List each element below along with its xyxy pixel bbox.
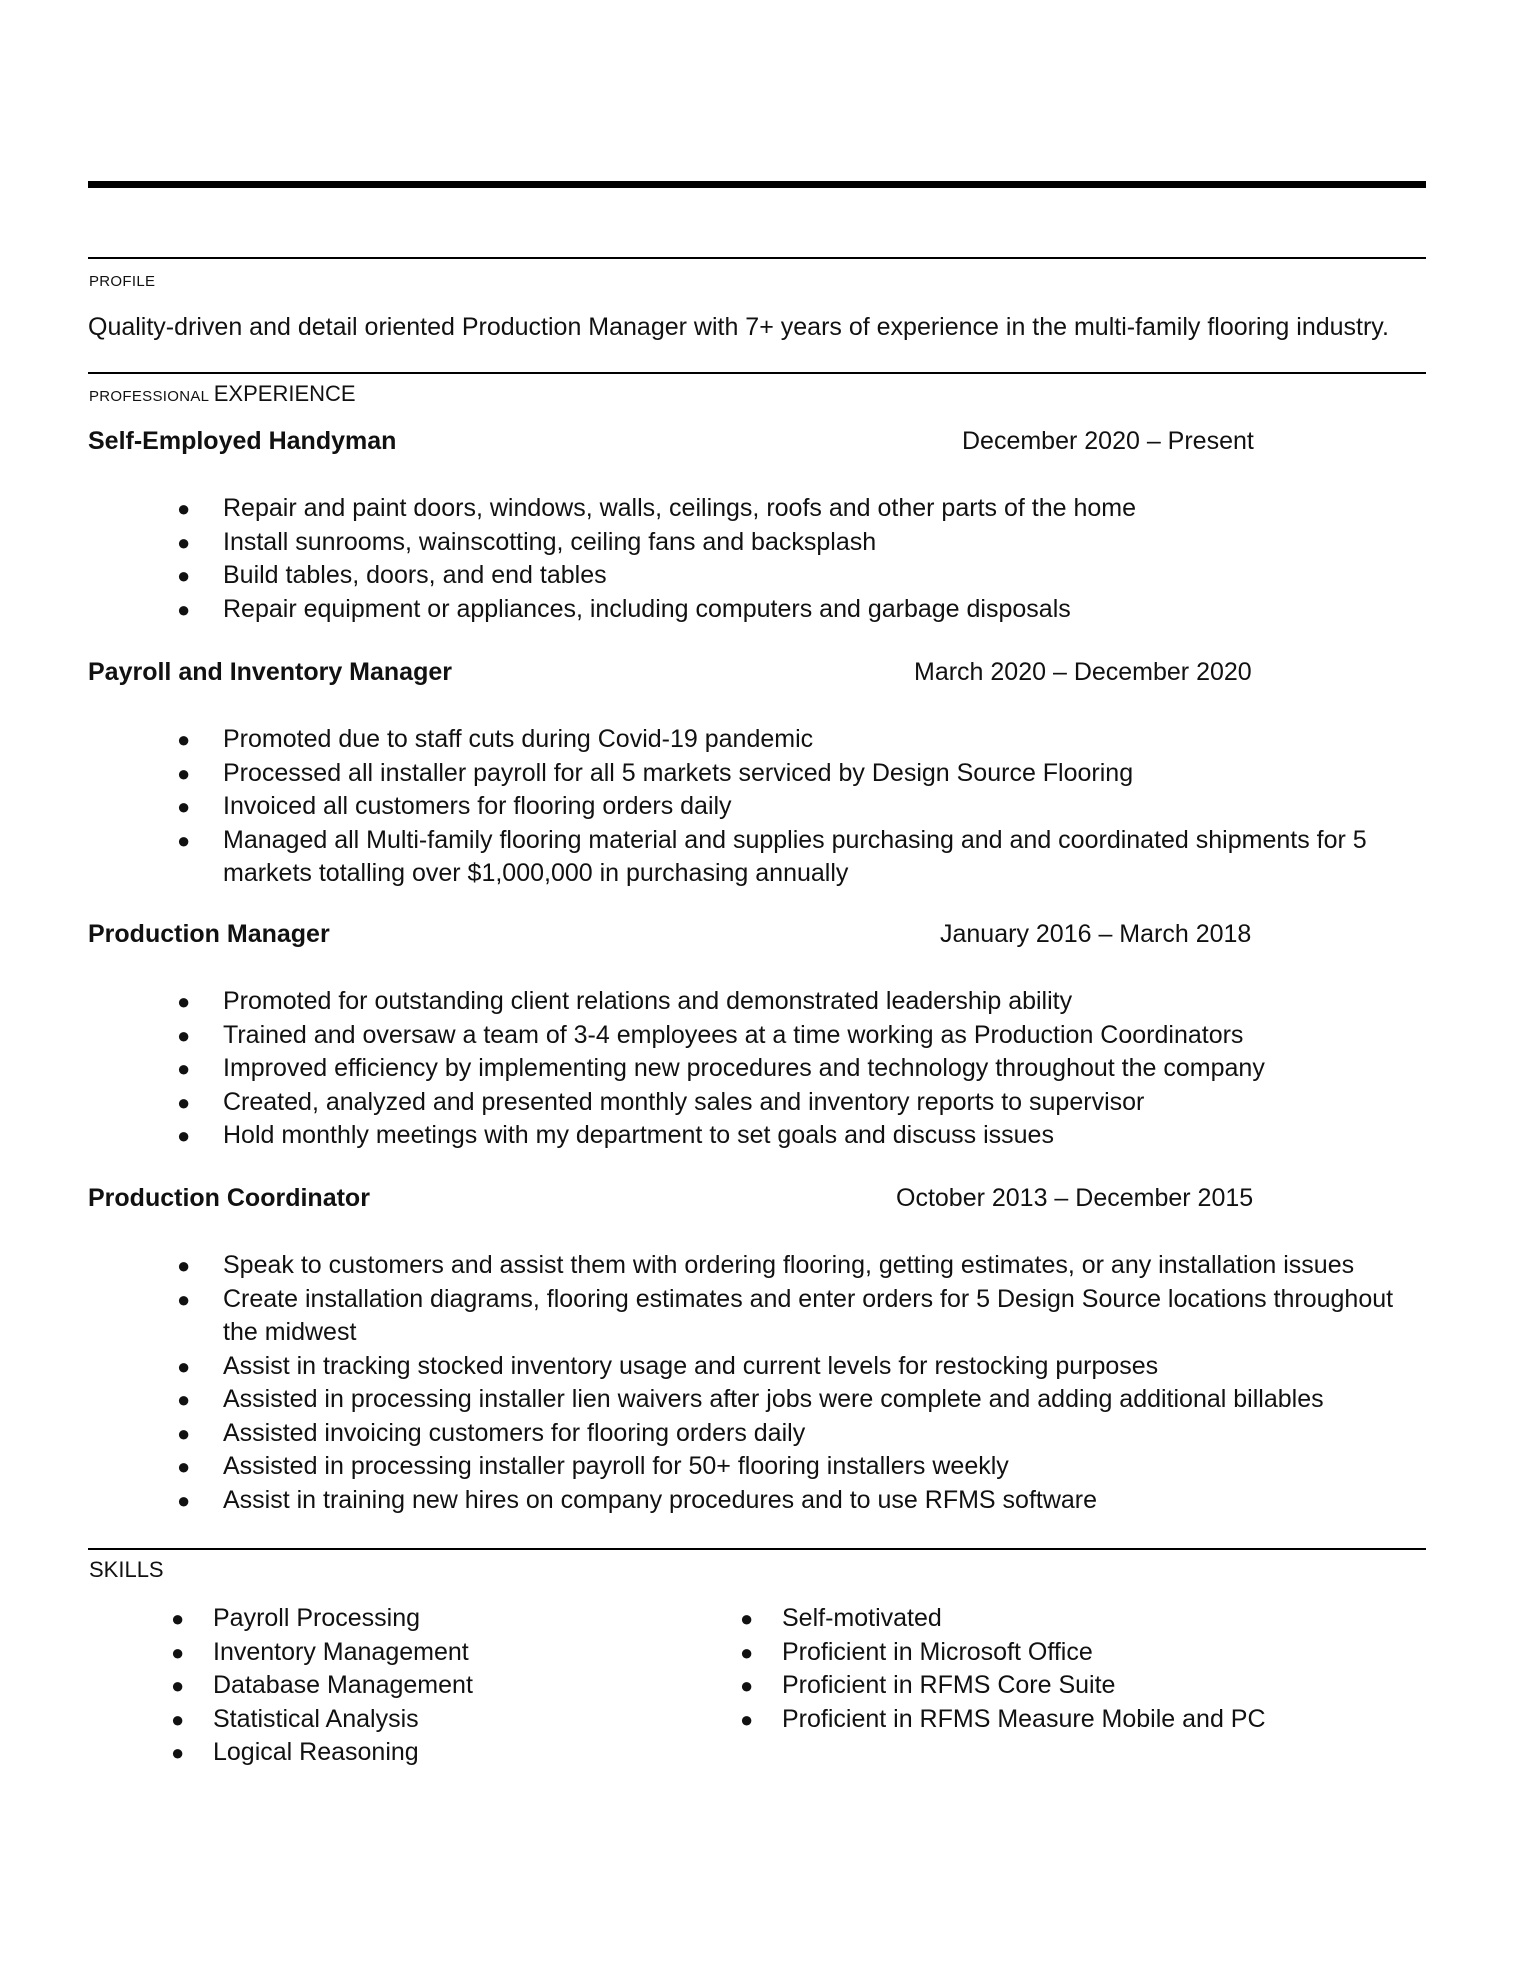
bullet-icon: ● bbox=[740, 1673, 754, 1698]
list-item: ● Logical Reasoning bbox=[171, 1736, 473, 1770]
list-item: ● Install sunrooms, wainscotting, ceiling fans and backsplash bbox=[177, 526, 1397, 560]
skills-rule bbox=[88, 1548, 1426, 1550]
job-dates: October 2013 – December 2015 bbox=[896, 1184, 1254, 1212]
bullet-icon: ● bbox=[171, 1606, 185, 1631]
job-bullet-list bbox=[177, 492, 1397, 626]
bullet-icon: ● bbox=[177, 1420, 191, 1446]
bullet-icon: ● bbox=[171, 1740, 185, 1765]
bullet-icon: ● bbox=[177, 596, 191, 622]
bullet-icon: ● bbox=[177, 1387, 191, 1412]
bullet-icon: ● bbox=[177, 563, 191, 588]
list-item: ● Assisted in processing installer payroll for 50+ flooring installers weekly bbox=[177, 1450, 1397, 1484]
job-bullet-list bbox=[177, 723, 1397, 891]
list-item: ● Build tables, doors, and end tables bbox=[177, 559, 1397, 593]
experience-heading bbox=[89, 381, 356, 407]
bullet-icon: ● bbox=[177, 496, 191, 521]
bullet-icon: ● bbox=[740, 1706, 754, 1732]
bullet-icon: ● bbox=[740, 1606, 754, 1631]
experience-label-large: EXPERIENCE bbox=[213, 381, 356, 406]
experience-label-small: PROFESSIONAL bbox=[89, 388, 210, 405]
list-item: ● Created, analyzed and presented monthly sales and inventory reports to supervisor bbox=[177, 1086, 1397, 1120]
list-item: ● Statistical Analysis bbox=[171, 1703, 473, 1737]
list-item: ● Proficient in RFMS Core Suite bbox=[740, 1669, 1266, 1703]
list-item: ● Inventory Management bbox=[171, 1636, 473, 1670]
bullet-icon: ● bbox=[171, 1639, 185, 1665]
list-item: ● Assist in tracking stocked inventory usage and current levels for restocking purposes bbox=[177, 1350, 1397, 1384]
list-item: ● Proficient in RFMS Measure Mobile and PC bbox=[740, 1703, 1266, 1737]
list-item: ● Promoted due to staff cuts during Covid-19 pandemic bbox=[177, 723, 1397, 757]
job-title: Payroll and Inventory Manager bbox=[88, 658, 452, 686]
list-item: ● Improved efficiency by implementing new procedures and technology throughout the company bbox=[177, 1052, 1397, 1086]
bullet-icon: ● bbox=[177, 827, 191, 853]
bullet-icon: ● bbox=[177, 1353, 191, 1379]
list-item: ● Invoiced all customers for flooring orders daily bbox=[177, 790, 1397, 824]
list-item: ● Promoted for outstanding client relations and demonstrated leadership ability bbox=[177, 985, 1397, 1019]
bullet-icon: ● bbox=[177, 1286, 191, 1312]
list-item: ● Managed all Multi-family flooring material and supplies purchasing and and coordinated shipments for 5 markets totalling over $1,000,000 in purchasing annually bbox=[177, 825, 1367, 887]
bullet-icon: ● bbox=[740, 1639, 754, 1665]
bullet-icon: ● bbox=[177, 989, 191, 1014]
job-bullet-list bbox=[177, 985, 1397, 1153]
list-item: ● Payroll Processing bbox=[171, 1602, 473, 1636]
bullet-icon: ● bbox=[177, 1487, 191, 1513]
bullet-icon: ● bbox=[177, 1123, 191, 1148]
list-item: ● Assist in training new hires on company procedures and to use RFMS software bbox=[177, 1484, 1397, 1518]
bullet-icon: ● bbox=[177, 727, 191, 752]
bullet-icon: ● bbox=[171, 1706, 185, 1732]
profile-summary: Quality-driven and detail oriented Production Manager with 7+ years of experience in the multi-family flooring industry. bbox=[88, 313, 1389, 341]
profile-rule bbox=[88, 257, 1426, 259]
bullet-icon: ● bbox=[177, 1022, 191, 1048]
job-dates: January 2016 – March 2018 bbox=[940, 920, 1252, 948]
job-dates: December 2020 – Present bbox=[962, 427, 1254, 455]
list-item: ● Trained and oversaw a team of 3-4 employees at a time working as Production Coordinators bbox=[177, 1019, 1397, 1053]
job-dates: March 2020 – December 2020 bbox=[914, 658, 1252, 686]
bullet-icon: ● bbox=[177, 1253, 191, 1278]
list-item: ● Assisted in processing installer lien waivers after jobs were complete and adding additional billables bbox=[177, 1383, 1397, 1417]
job-title: Production Coordinator bbox=[88, 1184, 370, 1212]
bullet-icon: ● bbox=[171, 1673, 185, 1698]
bullet-icon: ● bbox=[177, 794, 191, 819]
experience-rule bbox=[88, 372, 1426, 374]
list-item: ● Hold monthly meetings with my department to set goals and discuss issues bbox=[177, 1119, 1397, 1153]
job-title: Self-Employed Handyman bbox=[88, 427, 397, 455]
bullet-icon: ● bbox=[177, 1454, 191, 1479]
bullet-icon: ● bbox=[177, 529, 191, 555]
list-item: ● Processed all installer payroll for all 5 markets serviced by Design Source Flooring bbox=[177, 757, 1397, 791]
profile-label: PROFILE bbox=[89, 273, 156, 290]
list-item: ● Assisted invoicing customers for flooring orders daily bbox=[177, 1417, 1397, 1451]
header-thick-rule bbox=[88, 181, 1426, 188]
list-item: ● Create installation diagrams, flooring estimates and enter orders for 5 Design Source locations throughout the midwest bbox=[177, 1284, 1394, 1346]
list-item: ● Repair equipment or appliances, including computers and garbage disposals bbox=[177, 593, 1397, 627]
list-item: ● Proficient in Microsoft Office bbox=[740, 1636, 1266, 1670]
job-bullet-list bbox=[177, 1249, 1397, 1517]
list-item: ● Repair and paint doors, windows, walls, ceilings, roofs and other parts of the home bbox=[177, 492, 1397, 526]
list-item: ● Database Management bbox=[171, 1669, 473, 1703]
job-title: Production Manager bbox=[88, 920, 330, 948]
bullet-icon: ● bbox=[177, 1056, 191, 1081]
skills-label: SKILLS bbox=[89, 1557, 164, 1582]
list-item: ● Speak to customers and assist them with ordering flooring, getting estimates, or any installation issues bbox=[177, 1249, 1397, 1283]
bullet-icon: ● bbox=[177, 1089, 191, 1115]
bullet-icon: ● bbox=[177, 760, 191, 786]
skills-list-right bbox=[740, 1602, 1266, 1736]
list-item: ● Self-motivated bbox=[740, 1602, 1266, 1636]
skills-list-left bbox=[171, 1602, 473, 1770]
